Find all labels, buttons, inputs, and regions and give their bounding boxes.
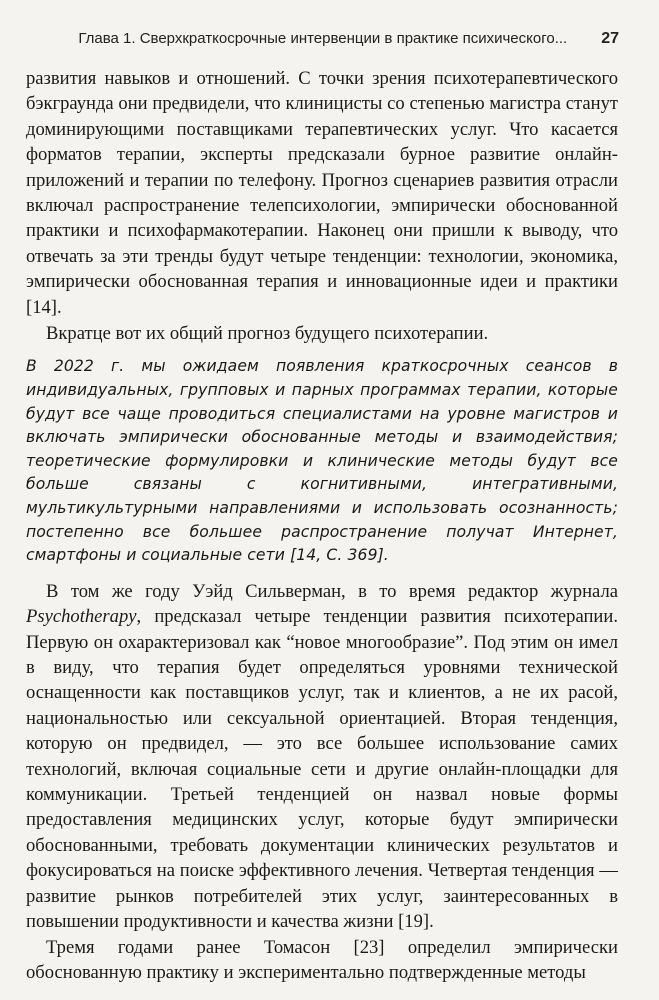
- paragraph-silverman-start: В том же году Уэйд Сильверман, в то время редактор журнала: [46, 580, 618, 602]
- page-number: 27: [601, 30, 619, 47]
- paragraph-silverman: [26, 579, 618, 935]
- chapter-title: Глава 1. Сверхкраткосрочные интервенции в практике психического...: [78, 30, 568, 47]
- paragraph-intro-quote: Вкратце вот их общий прогноз будущего психотерапии.: [46, 323, 489, 345]
- paragraph-silverman-rest: , предсказал четыре тенденции развития психотерапии. Первую он охарактеризовал как “новое многообразие”. Под этим он имел в виду, что терапия будет определяться уровнями технической оснащенности как поставщиков услуг, так и клиентов, а не их расой, национальностью или сексуальной ориентацией. Вторая тенденция, которую он предвидел, — это все большее использование самих технологий, включая социальные сети и другие онлайн-площадки для коммуникации. Третьей тенденцией он назвал новые формы предоставления медицинских услуг, которые будут эмпирически обоснованными, требовать документации клинических результатов и фокусироваться на поиске эффективного лечения. Четвертая тенденция — развитие рынков потребителей этих услуг, заинтересованных в повышении продуктивности и качества жизни [19].: [26, 606, 618, 933]
- paragraph-thomason: Тремя годами ранее Томасон [23] определил эмпирически обоснованную практику и экспериментально подтвержденные методы: [26, 936, 618, 983]
- page-body: [26, 66, 618, 985]
- block-quote: В 2022 г. мы ожидаем появления краткосрочных сеансов в индивидуальных, групповых и парных программах терапии, которые будут все чаще проводиться специалистами на уровне магистров и включать эмпирически обоснованные методы и взаимодействия; теоретические формулировки и клинические методы будут все больше связаны с когнитивными, интегративными, мультикультурными направлениями и использовать осознанность; постепенно все большее распространение получат Интернет, смартфоны и социальные сети [14, С. 369].: [26, 357, 618, 565]
- journal-name: Psychotherapy: [26, 606, 137, 628]
- paragraph-continued: развития навыков и отношений. С точки зрения психотерапевтического бэкграунда они предвидели, что клиницисты со степенью магистра станут доминирующими поставщиками терапевтических услуг. Что касается форматов терапии, эксперты предсказали бурное развитие онлайн-приложений и терапии по телефону. Прогноз сценариев развития отрасли включал распространение телепсихологии, эмпирически обоснованной практики и психофармакотерапии. Наконец они пришли к выводу, что отвечать за эти тренды будут четыре тенденции: технологии, экономика, эмпирически обоснованная терапия и инновационные идеи и практики [14].: [26, 68, 618, 318]
- running-header: [0, 30, 619, 48]
